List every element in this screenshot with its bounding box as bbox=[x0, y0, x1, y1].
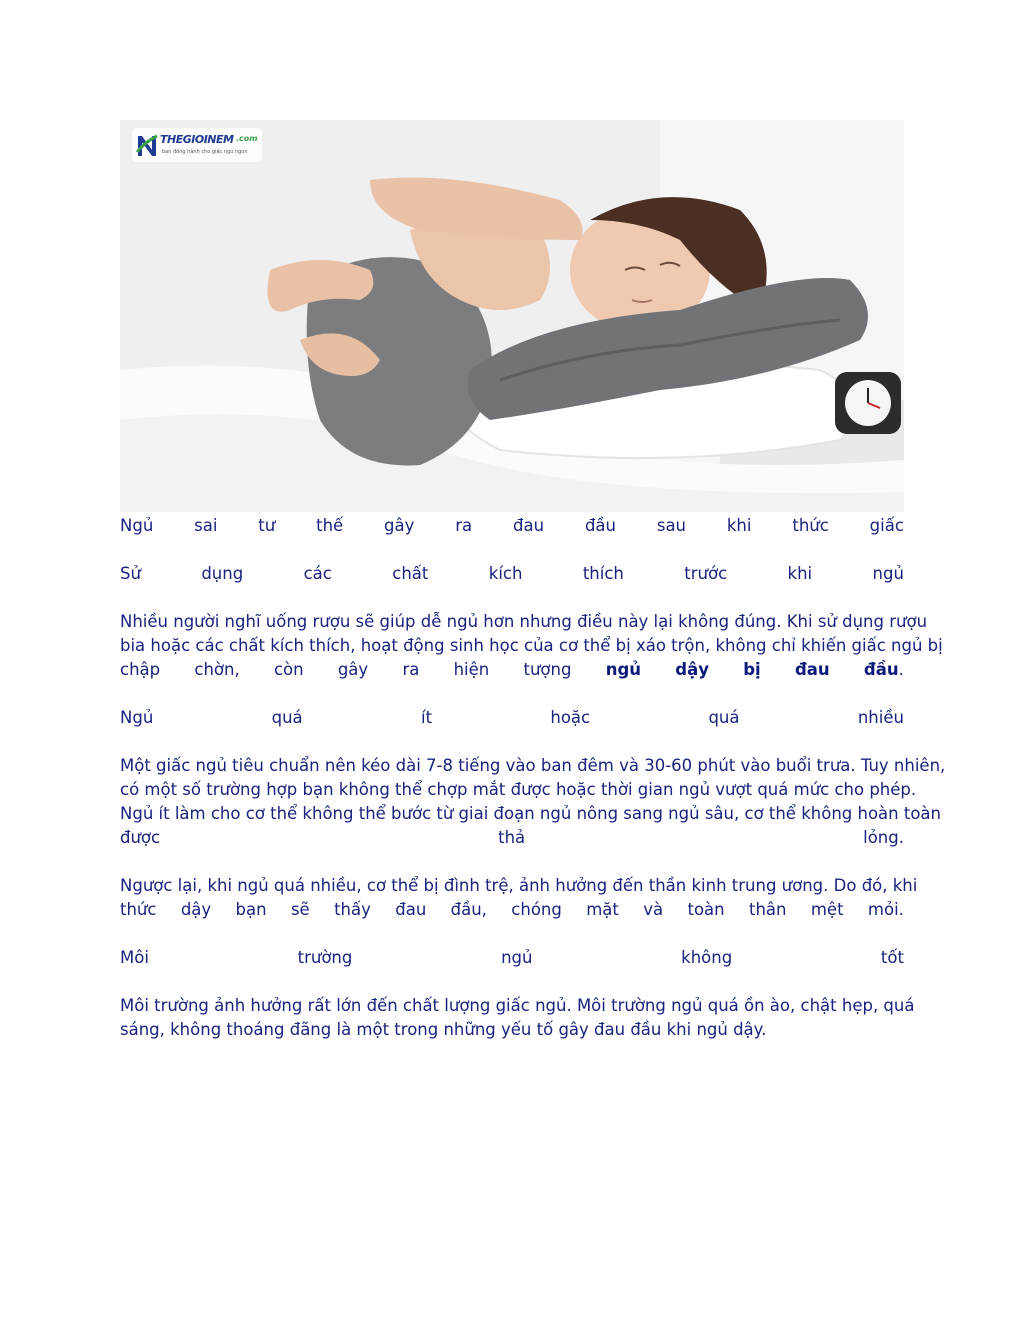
paragraph-word: gây bbox=[337, 660, 369, 679]
heading-word: kích bbox=[488, 564, 523, 583]
paragraph-word: thân bbox=[748, 900, 787, 919]
paragraph-word: thấy bbox=[334, 900, 371, 919]
heading-word: đau bbox=[513, 516, 545, 535]
heading-word: tốt bbox=[880, 948, 904, 967]
heading-wrong-posture bbox=[120, 514, 904, 538]
heading-word: ngủ bbox=[501, 948, 533, 967]
heading-word: sau bbox=[656, 516, 687, 535]
heading-environment bbox=[120, 946, 904, 970]
heading-word: Môi bbox=[120, 948, 149, 967]
brand-logo bbox=[132, 128, 262, 162]
paragraph-line: Một giấc ngủ tiêu chuẩn nên kéo dài 7-8 tiếng vào ban đêm và 30-60 phút vào buổi trưa. Tuy nhiên, bbox=[120, 756, 946, 775]
paragraph-sleep-amount bbox=[120, 754, 946, 850]
paragraph-word: còn bbox=[273, 660, 304, 679]
paragraph-word: tượng bbox=[523, 660, 572, 679]
paragraph-word: chờn, bbox=[194, 660, 240, 679]
paragraph-line: Ngủ ít làm cho cơ thể không thể bước từ giai đoạn ngủ nông sang ngủ sâu, cơ thể không hoàn toàn bbox=[120, 804, 941, 823]
paragraph-word: mỏi. bbox=[867, 900, 904, 919]
keyword-link-word[interactable]: bị bbox=[743, 660, 761, 679]
heading-word: quá bbox=[271, 708, 303, 727]
logo-brand-text: THEGIOINEM bbox=[160, 133, 234, 146]
paragraph-word: chóng bbox=[511, 900, 562, 919]
heading-word: trường bbox=[297, 948, 353, 967]
paragraph-word: lỏng. bbox=[863, 828, 904, 847]
heading-word: sai bbox=[194, 516, 218, 535]
paragraph-line: Nhiều người nghĩ uống rượu sẽ giúp dễ ngủ hơn nhưng điều này lại không đúng. Khi sử dụng rượu bbox=[120, 612, 928, 631]
paragraph-word: hiện bbox=[453, 660, 490, 679]
heading-sleep-amount bbox=[120, 706, 904, 730]
heading-word: các bbox=[303, 564, 332, 583]
paragraph-environment bbox=[120, 994, 915, 1042]
heading-word: quá bbox=[708, 708, 740, 727]
logo-n-icon bbox=[135, 132, 159, 158]
paragraph-word: thả bbox=[498, 828, 526, 847]
heading-word: ít bbox=[420, 708, 433, 727]
article-photo bbox=[120, 120, 904, 512]
heading-word: ngủ bbox=[872, 564, 904, 583]
keyword-end bbox=[864, 658, 904, 682]
heading-word: thế bbox=[316, 516, 344, 535]
paragraph-word: mệt bbox=[810, 900, 844, 919]
paragraph-stimulants bbox=[120, 610, 943, 682]
heading-word: giấc bbox=[869, 516, 904, 535]
heading-word: Ngủ bbox=[120, 516, 154, 535]
heading-word: nhiều bbox=[857, 708, 904, 727]
logo-tagline: bạn đồng hành cho giấc ngủ ngon bbox=[162, 149, 248, 155]
heading-word: trước bbox=[684, 564, 728, 583]
keyword-link-word[interactable]: dậy bbox=[675, 660, 709, 679]
heading-word: đầu bbox=[584, 516, 616, 535]
heading-word: hoặc bbox=[550, 708, 591, 727]
paragraph-word: sẽ bbox=[290, 900, 310, 919]
paragraph-word: chập bbox=[120, 660, 161, 679]
heading-word: dụng bbox=[201, 564, 244, 583]
heading-word: không bbox=[681, 948, 733, 967]
heading-word: Sử bbox=[120, 564, 141, 583]
paragraph-line bbox=[120, 826, 904, 850]
heading-word: khi bbox=[726, 516, 752, 535]
paragraph-word: mặt bbox=[586, 900, 619, 919]
heading-word: thích bbox=[582, 564, 624, 583]
paragraph-word: bạn bbox=[235, 900, 267, 919]
paragraph-word: dậy bbox=[180, 900, 212, 919]
paragraph-oversleep bbox=[120, 874, 918, 922]
paragraph-line: có một số trường hợp bạn không thể chợp mắt được hoặc thời gian ngủ vượt quá mức cho phép. bbox=[120, 780, 917, 799]
heading-word: ra bbox=[455, 516, 473, 535]
paragraph-line: Môi trường ảnh hưởng rất lớn đến chất lượng giấc ngủ. Môi trường ngủ quá ồn ào, chật hẹp, quá bbox=[120, 996, 915, 1015]
paragraph-word: đầu, bbox=[450, 900, 487, 919]
paragraph-line: bia hoặc các chất kích thích, hoạt động sinh học của cơ thể bị xáo trộn, không chỉ khiến giấc ngủ bị bbox=[120, 636, 943, 655]
heading-word: chất bbox=[392, 564, 429, 583]
heading-word: khi bbox=[787, 564, 813, 583]
paragraph-line bbox=[120, 898, 904, 922]
heading-stimulants bbox=[120, 562, 904, 586]
heading-word: thức bbox=[792, 516, 829, 535]
keyword-link-word[interactable]: ngủ bbox=[605, 660, 642, 679]
paragraph-line: Ngược lại, khi ngủ quá nhiều, cơ thể bị đình trệ, ảnh hưởng đến thần kinh trung ương. Do đó, khi bbox=[120, 876, 918, 895]
sleeping-woman-illustration bbox=[120, 120, 904, 512]
paragraph-word: được bbox=[120, 828, 161, 847]
keyword-link-word[interactable]: đầu bbox=[863, 660, 899, 679]
paragraph-word: đau bbox=[395, 900, 427, 919]
heading-word: tư bbox=[258, 516, 276, 535]
keyword-link-word[interactable]: đau bbox=[794, 660, 830, 679]
paragraph-word: ra bbox=[402, 660, 420, 679]
paragraph-line: sáng, không thoáng đãng là một trong những yếu tố gây đau đầu khi ngủ dậy. bbox=[120, 1020, 767, 1039]
heading-word: gây bbox=[384, 516, 415, 535]
paragraph-word: toàn bbox=[687, 900, 725, 919]
logo-suffix-text: .com bbox=[236, 134, 258, 143]
heading-word: Ngủ bbox=[120, 708, 154, 727]
sentence-period: . bbox=[898, 660, 904, 679]
paragraph-line bbox=[120, 658, 904, 682]
paragraph-word: và bbox=[643, 900, 664, 919]
paragraph-word: thức bbox=[120, 900, 157, 919]
